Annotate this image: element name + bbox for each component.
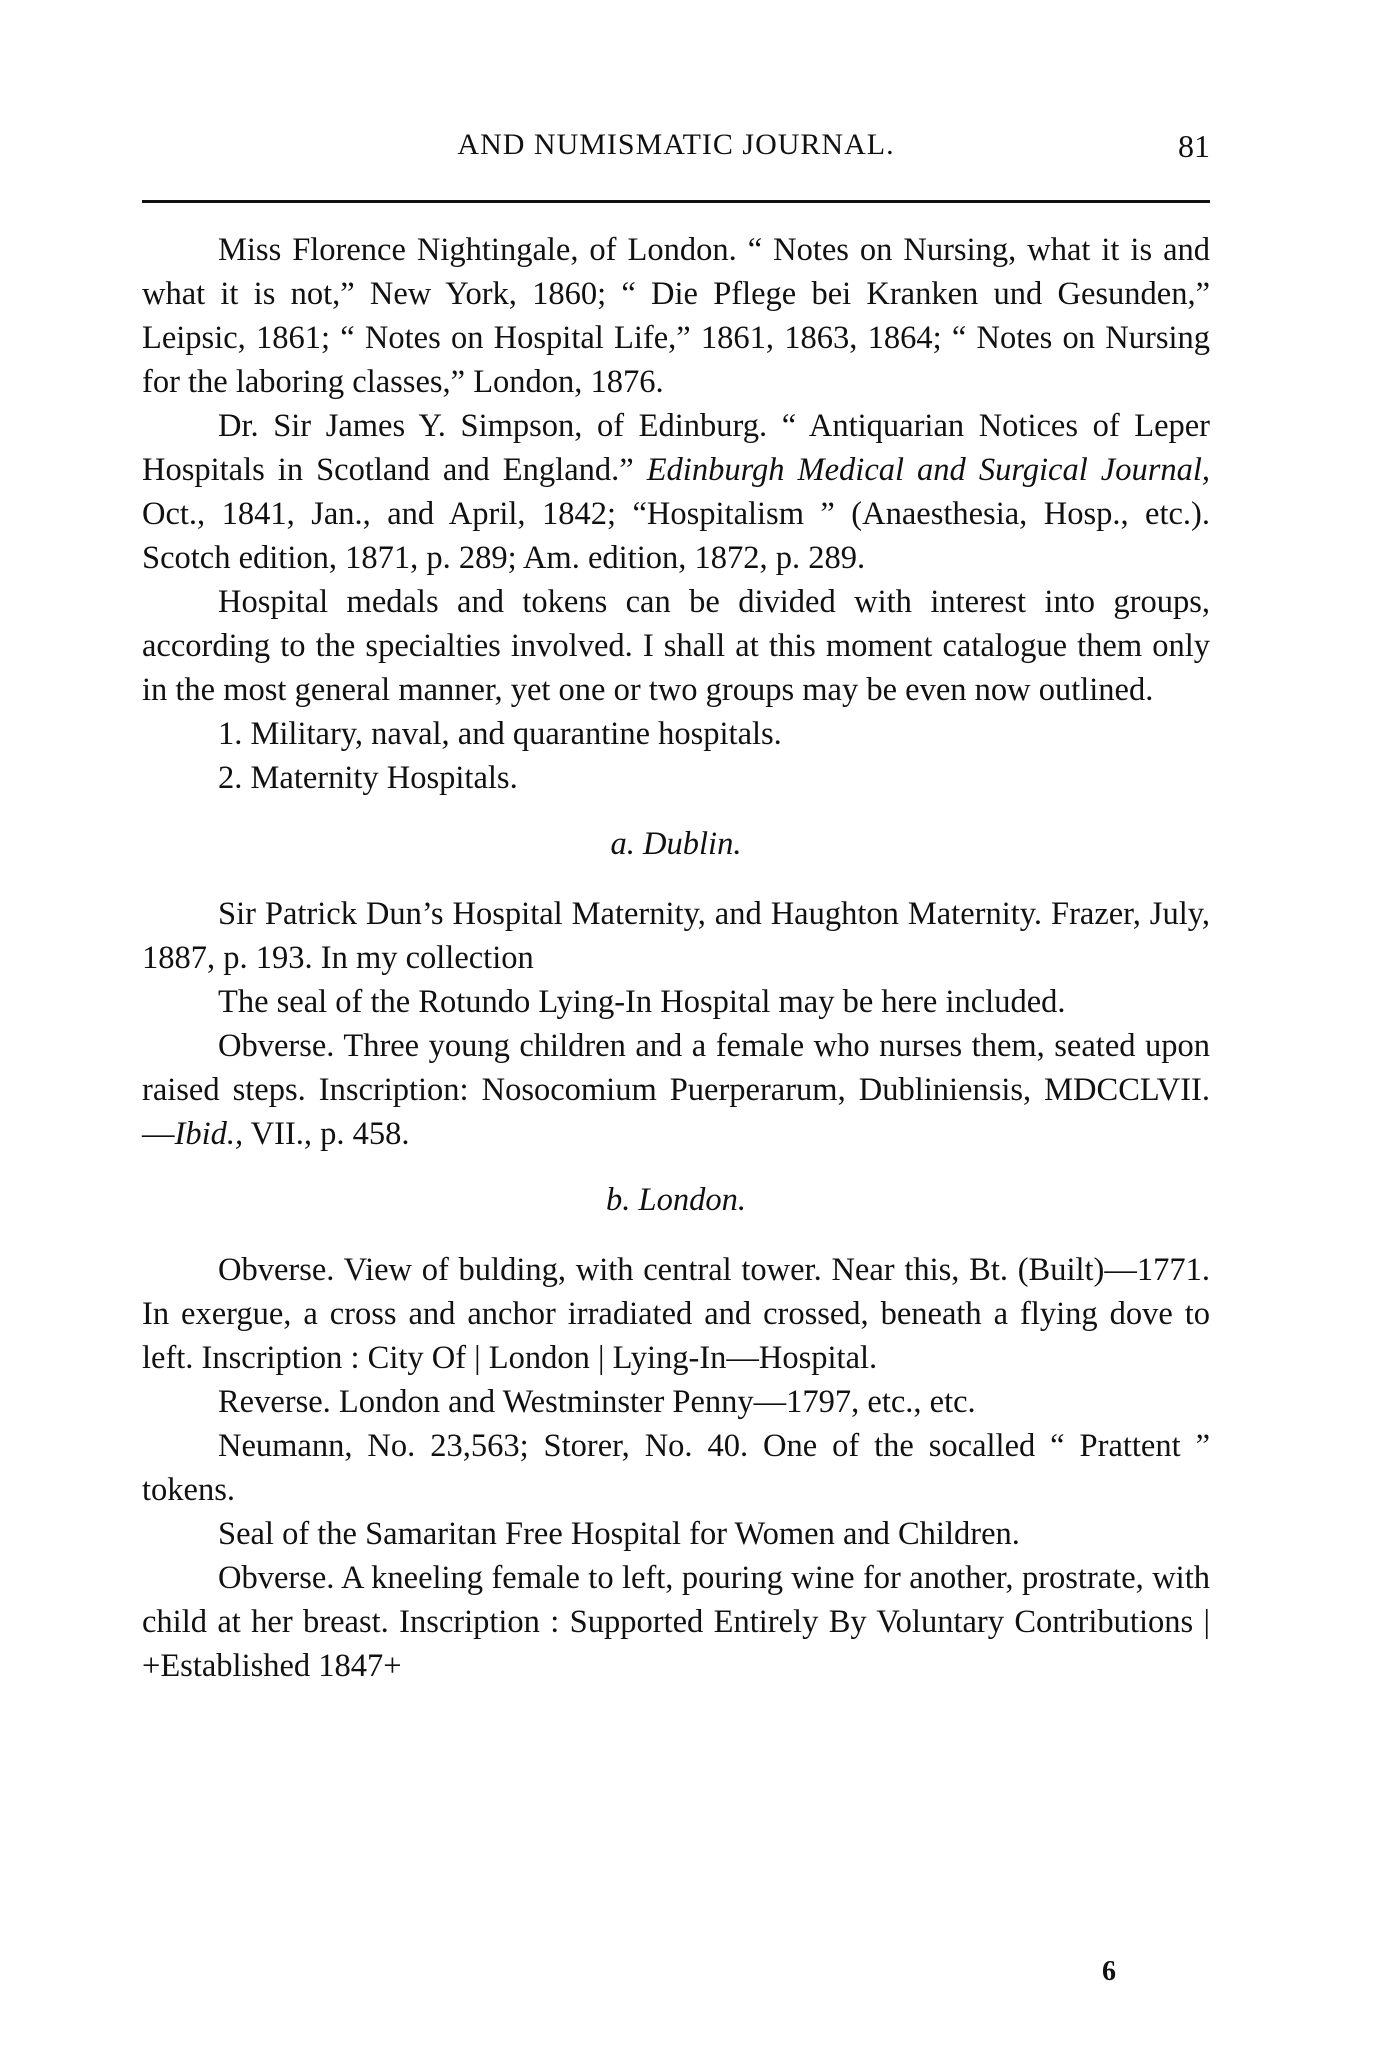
list-item-military: 1. Military, naval, and quarantine hospitals. <box>218 716 782 752</box>
paragraph-samaritan-obverse: Obverse. A kneeling female to left, pouring wine for another, prostrate, with child at her breast. Inscription : Supported Entirely By Voluntary Contributions | +Established 1847+ <box>142 1560 1210 1684</box>
paragraph-london-reverse: Reverse. London and Westminster Penny—1797, etc., etc. <box>218 1384 976 1420</box>
body-text <box>142 228 1210 1688</box>
journal-title: Edinburgh Medical and Surgical Journal, <box>646 452 1211 488</box>
paragraph-samaritan-seal: Seal of the Samaritan Free Hospital for Women and Children. <box>218 1516 1020 1552</box>
simpson-citation: Oct., 1841, Jan., and April, 1842; “Hospitalism ” (Anaesthesia, Hosp., etc.). Scotch edition, 1871, p. 289; Am. edition, 1872, p. 289. <box>142 496 1210 576</box>
rotundo-obverse-page: VII., p. 458. <box>243 1116 410 1152</box>
paragraph-neumann: Neumann, No. 23,563; Storer, No. 40. One of the socalled “ Prattent ” tokens. <box>142 1428 1210 1508</box>
paragraph-simpson <box>142 404 1210 580</box>
rotundo-obverse-text: Obverse. Three young children and a female who nurses them, seated upon raised steps. Inscription: Nosocomium Puerperarum, Dubliniensis, MDCCLVII. — <box>142 1028 1210 1152</box>
page-number: 81 <box>1178 128 1210 164</box>
header-rule <box>142 200 1210 203</box>
paragraph-london-obverse: Obverse. View of bulding, with central tower. Near this, Bt. (Built)—1771. In exergue, a cross and anchor irradiated and crossed, beneath a flying dove to left. Inscription : City Of | London | Lying-In—Hospital. <box>142 1252 1210 1376</box>
running-title: AND NUMISMATIC JOURNAL. <box>457 128 895 161</box>
paragraph-dun: Sir Patrick Dun’s Hospital Maternity, and Haughton Maternity. Frazer, July, 1887, p. 193. In my collection <box>142 896 1210 976</box>
running-head <box>142 128 1210 178</box>
signature-mark: 6 <box>1102 1956 1116 1987</box>
paragraph-rotundo: The seal of the Rotundo Lying-In Hospital may be here included. <box>218 984 1066 1020</box>
section-heading-dublin: a. Dublin. <box>610 826 742 862</box>
paragraph-rotundo-obverse <box>142 1024 1210 1156</box>
simpson-text: Dr. Sir James Y. Simpson, of Edinburg. “ Antiquarian Notices of Leper Hospitals in Scotland and England.” <box>142 408 1210 488</box>
ibid-ref: Ibid., <box>174 1116 244 1152</box>
paragraph-groups: Hospital medals and tokens can be divided with interest into groups, according to the specialties involved. I shall at this moment catalogue them only in the most general manner, yet one or two groups may be even now outlined. <box>142 584 1210 708</box>
section-heading-london: b. London. <box>606 1182 746 1218</box>
paragraph-nightingale: Miss Florence Nightingale, of London. “ Notes on Nursing, what it is and what it is not,” New York, 1860; “ Die Pflege bei Kranken und Gesunden,” Leipsic, 1861; “ Notes on Hospital Life,” 1861, 1863, 1864; “ Notes on Nursing for the laboring classes,” London, 1876. <box>142 232 1210 400</box>
list-item-maternity: 2. Maternity Hospitals. <box>218 760 518 796</box>
